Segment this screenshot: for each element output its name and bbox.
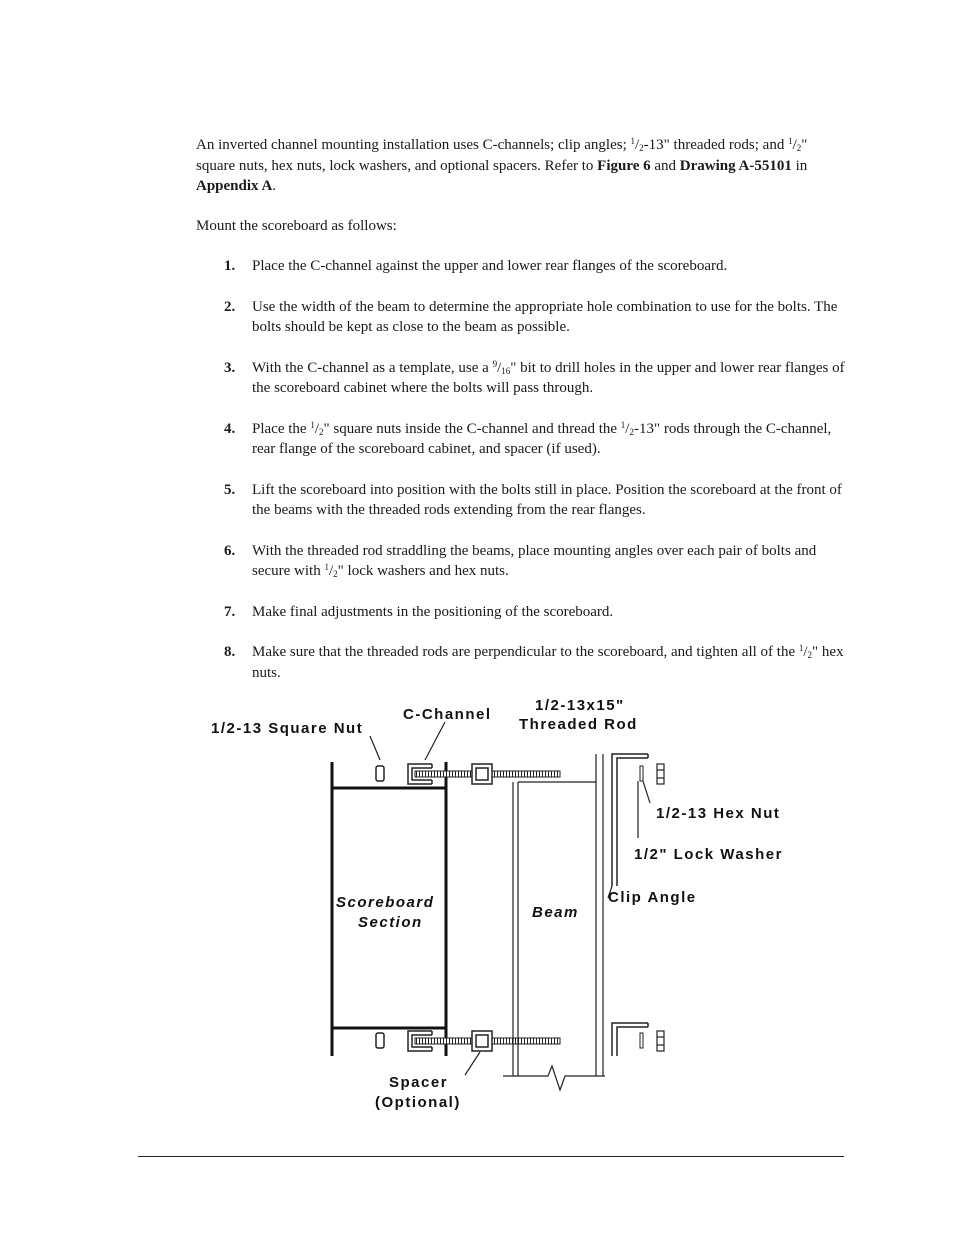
fraction-slash: / — [803, 644, 808, 660]
fraction-slash: / — [635, 137, 640, 153]
scoreboard-section-label-line2: Section — [358, 914, 423, 931]
drawing-reference: Drawing A-55101 — [679, 157, 792, 174]
hex-nut-label: 1/2-13 Hex Nut — [656, 805, 781, 822]
mounting-diagram — [200, 690, 820, 1120]
intro-text: . — [272, 178, 277, 194]
fraction-denominator: 2 — [807, 650, 813, 660]
spacer-label-line2: (Optional) — [375, 1094, 461, 1111]
step-item — [196, 642, 846, 683]
spacer-bottom — [472, 1031, 492, 1051]
fraction-slash: / — [625, 420, 630, 437]
square-nut-bottom — [376, 1033, 384, 1048]
fraction-denominator: 2 — [318, 426, 324, 437]
step-text: With the C-channel as a template, use a — [252, 359, 493, 376]
step-number: 3. — [224, 359, 236, 376]
fraction-numerator: 9 — [492, 358, 498, 369]
intro-text: " square nuts, hex nuts, lock washers, and optional spacers. Refer to — [196, 137, 808, 174]
threaded-rod-label-line2: Threaded Rod — [519, 716, 638, 733]
c-channel-label: C-Channel — [403, 706, 492, 723]
step-item — [196, 297, 846, 338]
step-text: Make final adjustments in the positioning of the scoreboard. — [252, 603, 614, 620]
spacer-top — [472, 764, 492, 784]
figure-reference: Figure 6 — [597, 157, 651, 174]
fraction-denominator: 2 — [629, 426, 634, 437]
step-number: 8. — [224, 644, 236, 660]
step-number: 4. — [224, 420, 236, 437]
lock-washer-bottom — [640, 1033, 643, 1048]
hex-nut-top — [657, 764, 664, 784]
footer-rule — [138, 1156, 844, 1157]
intro-paragraph — [196, 135, 846, 197]
step-text: Place the C-channel against the upper and lower rear flanges of the scoreboard. — [252, 258, 728, 274]
step-number: 2. — [224, 298, 236, 315]
fraction-denominator: 16 — [501, 365, 511, 376]
intro-text: and — [650, 157, 680, 174]
fraction-slash: / — [792, 137, 797, 153]
steps-list — [196, 256, 846, 703]
clip-angle-label: Clip Angle — [608, 889, 697, 906]
square-nut-label: 1/2-13 Square Nut — [211, 720, 364, 737]
intro-text: -13" threaded rods; and — [643, 137, 789, 153]
fraction-denominator: 2 — [639, 143, 644, 153]
fraction-numerator: 1 — [310, 419, 315, 430]
step-item — [196, 256, 846, 277]
step-text: -13" rods through the C-channel, rear flange of the scoreboard cabinet, and spacer (if used). — [252, 420, 832, 457]
fraction-numerator: 1 — [798, 643, 804, 653]
step-item — [196, 358, 846, 399]
lead-sentence: Mount the scoreboard as follows: — [196, 218, 397, 234]
fraction-slash: / — [314, 420, 319, 437]
step-text: " bit to drill holes in the upper and lower rear flanges of the scoreboard cabinet where the bolts will pass through. — [252, 359, 845, 396]
fraction-denominator: 2 — [796, 143, 802, 153]
step-text: " lock washers and hex nuts. — [337, 563, 509, 579]
step-number: 1. — [224, 258, 236, 274]
intro-text: in — [791, 157, 808, 174]
fraction-numerator: 1 — [788, 136, 793, 146]
step-number: 7. — [224, 603, 236, 620]
step-text: With the threaded rod straddling the beams, place mounting angles over each pair of bolts and secure with — [252, 542, 817, 579]
step-text: Place the — [252, 420, 311, 437]
step-text: Use the width of the beam to determine the appropriate hole combination to use for the bolts. The bolts should be kept as close to the beam as possible. — [252, 298, 838, 335]
step-text: " hex nuts. — [252, 644, 844, 681]
step-item — [196, 419, 846, 460]
spacer-label-line1: Spacer — [389, 1074, 449, 1091]
hex-nut-bottom — [657, 1031, 664, 1051]
intro-text: An inverted channel mounting installation uses C-channels; clip angles; — [196, 137, 631, 153]
fraction-denominator: 2 — [333, 569, 338, 579]
step-number: 5. — [224, 481, 236, 498]
fraction-slash: / — [497, 359, 502, 376]
lock-washer-top — [640, 766, 643, 781]
fraction-slash: / — [328, 563, 334, 579]
fraction-numerator: 1 — [324, 562, 329, 572]
appendix-reference: Appendix A — [196, 178, 273, 194]
step-number: 6. — [224, 542, 236, 559]
step-text: " square nuts inside the C-channel and thread the — [323, 420, 621, 437]
step-text: Lift the scoreboard into position with the bolts still in place. Position the scoreboard at the front of the beams with the threaded rods extending from the rear flanges. — [252, 481, 842, 518]
step-text: Make sure that the threaded rods are perpendicular to the scoreboard, and tighten all of the — [252, 644, 799, 660]
step-item — [196, 541, 846, 582]
step-item — [196, 480, 846, 521]
square-nut-top — [376, 766, 384, 781]
scoreboard-section-label-line1: Scoreboard — [336, 894, 435, 911]
lock-washer-label: 1/2" Lock Washer — [634, 846, 783, 863]
beam-label: Beam — [532, 904, 579, 921]
fraction-numerator: 1 — [620, 419, 626, 430]
step-item — [196, 602, 846, 623]
threaded-rod-label-line1: 1/2-13x15" — [535, 697, 625, 714]
fraction-numerator: 1 — [630, 136, 635, 146]
